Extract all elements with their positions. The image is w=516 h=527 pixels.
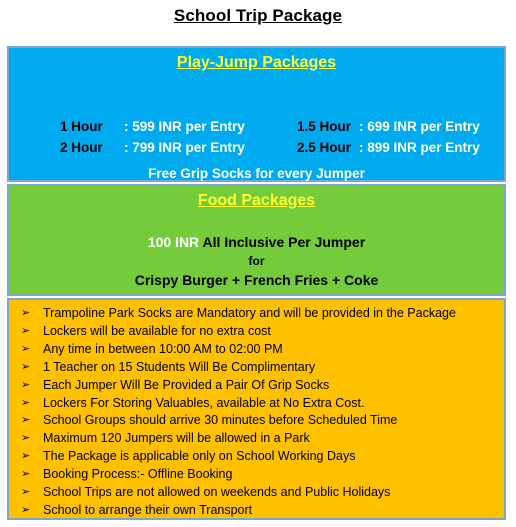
- food-price: 100 INR: [147, 234, 200, 250]
- price-amount: : 799 INR per Entry: [124, 140, 245, 155]
- rule-text: School Groups should arrive 30 minutes before Scheduled Time: [43, 413, 398, 428]
- rule-text: Any time in between 10:00 AM to 02:00 PM: [43, 341, 283, 356]
- list-item: [21, 466, 504, 484]
- price-amount: : 899 INR per Entry: [359, 140, 480, 155]
- arrow-bullet-icon: ➢: [21, 378, 31, 391]
- free-socks-note: Free Grip Socks for every Jumper: [148, 166, 365, 181]
- price-duration: 2 Hour: [60, 140, 103, 155]
- price-row-2-hour: [45, 125, 245, 170]
- food-panel: [7, 184, 506, 296]
- list-item: [21, 305, 504, 323]
- arrow-bullet-icon: ➢: [21, 324, 31, 337]
- price-amount: : 699 INR per Entry: [359, 119, 480, 134]
- food-price-line: [9, 234, 504, 250]
- arrow-bullet-icon: ➢: [21, 360, 31, 373]
- rule-text: Each Jumper Will Be Provided a Pair Of Grip Socks: [43, 377, 330, 392]
- list-item: [21, 484, 504, 502]
- arrow-bullet-icon: ➢: [21, 468, 31, 481]
- play-jump-heading: Play-Jump Packages: [176, 54, 337, 71]
- rules-panel: [7, 298, 506, 520]
- price-duration: 1.5 Hour: [297, 119, 352, 134]
- list-item: [21, 395, 504, 413]
- arrow-bullet-icon: ➢: [21, 342, 31, 355]
- price-duration: 1 Hour: [60, 119, 103, 134]
- rule-text: School Trips are not allowed on weekends and Public Holidays: [43, 485, 391, 500]
- list-item: [21, 377, 504, 395]
- arrow-bullet-icon: ➢: [21, 307, 31, 319]
- rule-text: Trampoline Park Socks are Mandatory and will be provided in the Package: [43, 306, 456, 320]
- rule-text: School to arrange their own Transport: [43, 502, 253, 517]
- rules-list: [21, 305, 504, 520]
- list-item: [21, 359, 504, 377]
- list-item: [21, 430, 504, 448]
- rule-text: Maximum 120 Jumpers will be allowed in a Park: [43, 431, 310, 446]
- list-item: [21, 448, 504, 466]
- arrow-bullet-icon: ➢: [21, 432, 31, 445]
- food-heading: Food Packages: [197, 192, 316, 209]
- food-for-text: for: [248, 254, 265, 268]
- price-row-2-5-hour: [282, 125, 480, 170]
- arrow-bullet-icon: ➢: [21, 450, 31, 463]
- list-item: [21, 412, 504, 430]
- list-item: [21, 323, 504, 341]
- price-amount: : 599 INR per Entry: [124, 119, 245, 134]
- rule-text: Booking Process:- Offline Booking: [43, 467, 233, 482]
- rule-text: 1 Teacher on 15 Students Will Be Complimentary: [43, 359, 316, 374]
- arrow-bullet-icon: ➢: [21, 486, 31, 499]
- rule-text: Lockers For Storing Valuables, available at No Extra Cost.: [43, 395, 365, 410]
- play-jump-panel: [7, 46, 506, 182]
- arrow-bullet-icon: ➢: [21, 414, 31, 427]
- arrow-bullet-icon: ➢: [21, 396, 31, 409]
- rule-text: Lockers will be available for no extra cost: [43, 323, 271, 338]
- list-item: [21, 341, 504, 359]
- price-duration: 2.5 Hour: [297, 140, 352, 155]
- page-title: School Trip Package: [173, 6, 343, 25]
- list-item: [21, 502, 504, 520]
- food-price-description: All Inclusive Per Jumper: [199, 234, 366, 250]
- rule-text: The Package is applicable only on School Working Days: [43, 449, 356, 464]
- arrow-bullet-icon: ➢: [21, 503, 31, 516]
- food-menu: Crispy Burger + French Fries + Coke: [134, 272, 379, 288]
